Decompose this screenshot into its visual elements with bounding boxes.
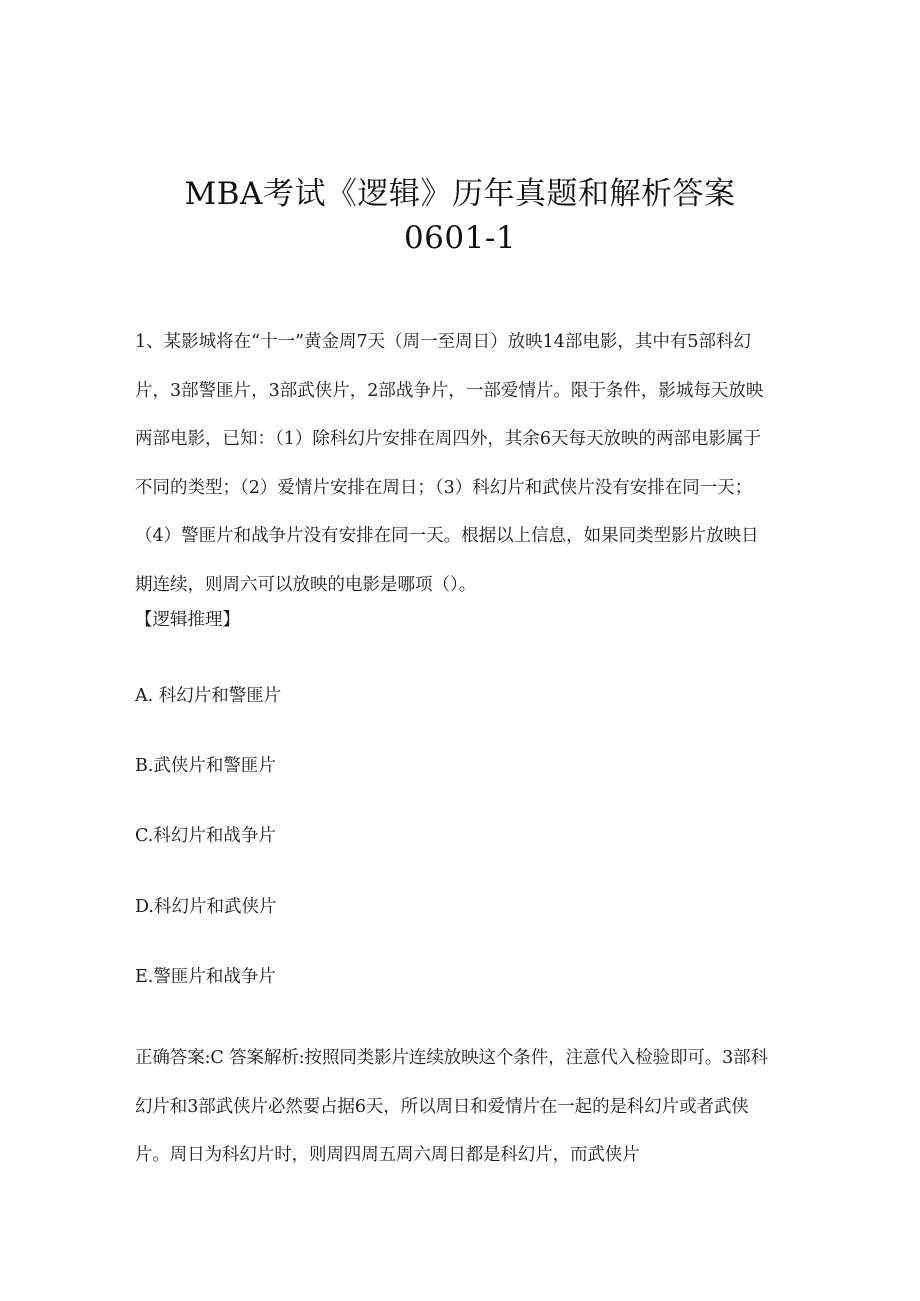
document-title-line2: 0601-1	[403, 220, 517, 256]
option-e: E.警匪片和战争片	[135, 967, 276, 987]
option-a: A. 科幻片和警匪片	[135, 686, 282, 706]
option-b: B.武侠片和警匪片	[135, 756, 276, 776]
option-c: C.科幻片和战争片	[135, 826, 276, 846]
document-title-line1: MBA考试《逻辑》历年真题和解析答案	[184, 176, 736, 212]
question-category-tag: 【逻辑推理】	[135, 610, 240, 630]
option-d: D.科幻片和武侠片	[135, 897, 277, 917]
answer-explanation: 正确答案:C 答案解析:按照同类影片连续放映这个条件，注意代入检验即可。3部科幻片和3部武侠片必然要占据6天，所以周日和爱情片在一起的是科幻片或者武侠片。周日为科幻片时，则周四周五周六周日都是科幻片，而武侠片	[135, 1048, 768, 1165]
question-text: 1、某影城将在“十一”黄金周7天（周一至周日）放映14部电影，其中有5部科幻片，3部警匪片，3部武侠片，2部战争片，一部爱情片。限于条件，影城每天放映两部电影，已知：（1）除科幻片安排在周四外，其余6天每天放映的两部电影属于不同的类型；（2）爱情片安排在周日；（3）科幻片和武侠片没有安排在同一天；（4）警匪片和战争片没有安排在同一天。根据以上信息，如果同类型影片放映日期连续，则周六可以放映的电影是哪项（）。	[135, 332, 764, 595]
